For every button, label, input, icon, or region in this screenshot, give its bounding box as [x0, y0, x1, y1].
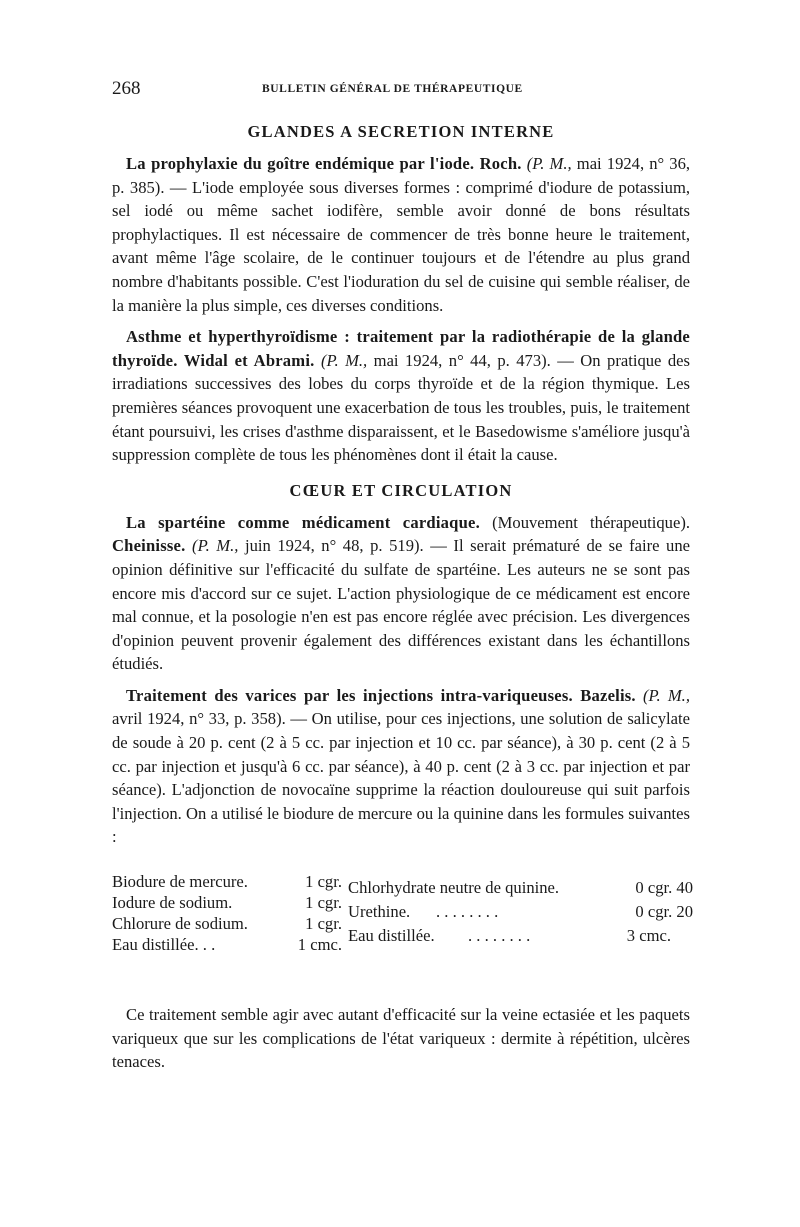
formula-leader-dots: . . . . . . . . — [468, 926, 531, 946]
abstract-lead: Asthme et hyperthyroïdisme : traitement par la radiothérapie de la glande thyroïde. Widal et Abrami. — [112, 327, 690, 370]
formula-row — [348, 901, 693, 925]
abstract-ref: (P. M., — [192, 536, 239, 556]
abstract-author: Cheinisse. — [112, 536, 186, 556]
abstract-text: avril 1924, n° 33, p. 358). — On utilise, pour ces injections, une solution de salicylate de soude à 20 p. cent (2 à 5 cc. par injection et 10 cc. par séance), à 30 p. cent (2 à 5 cc. par injection et jusqu'à 6 cc. par séance), à 40 p. cent (2 à 3 cc. par injection et par séance). L'adjonction de novocaïne supprime la réaction douloureuse qui suit parfois l'injection. On a utilisé le biodure de mercure ou la quinine dans les formules suivantes : — [112, 709, 690, 847]
formula-quantity: 1 cgr. — [305, 893, 342, 913]
formula-quantity: 1 cmc. — [297, 935, 342, 955]
formula-quantity: 1 cgr. — [305, 872, 342, 892]
formula-quantity: 3 cmc. — [626, 926, 671, 946]
abstract-lead: Traitement des varices par les injections intra-variqueuses. Bazelis. — [126, 685, 636, 705]
running-head: BULLETIN GÉNÉRAL DE THÉRAPEUTIQUE — [262, 83, 523, 95]
formula-quantity: 1 cgr. — [305, 914, 342, 934]
abstract-paragraph — [112, 325, 690, 467]
formula-ingredient: Eau distillée. . . — [112, 935, 216, 955]
formula-ingredient: Chlorure de sodium. — [112, 914, 248, 934]
abstract-paragraph — [112, 511, 690, 676]
abstract-text: mai 1924, n° 44, p. 473). — On pratique des irradiations successives des lobes du corps thyroïde et de la région thymique. Les premières séances provoquent une exacerbation de tous les troubles, puis, le traitement étant poursuivi, les crises d'asthme disparaissent, et le Basedowisme s'améliore jusqu'à suppression complète de tous les phénomènes dont il était la cause. — [112, 350, 690, 465]
formula-row — [348, 925, 693, 949]
abstract-pre: (Mouvement thérapeutique). — [492, 512, 691, 532]
formula-left — [112, 871, 352, 955]
article-body — [112, 122, 693, 1082]
formula-ingredient: Iodure de sodium. — [112, 893, 233, 913]
formula-ingredient: Chlorhydrate neutre de quinine. — [348, 878, 560, 898]
formula-right — [348, 877, 693, 949]
formula-ingredient: Biodure de mercure. — [112, 872, 248, 892]
formula-block — [112, 871, 693, 991]
abstract-lead: La prophylaxie du goître endémique par l'iode. Roch. — [126, 154, 522, 173]
formula-quantity: 0 cgr. 20 — [635, 902, 693, 922]
abstract-text: juin 1924, n° 48, p. 519). — Il serait prématuré de se faire une opinion définitive sur l'efficacité du sulfate de spartéine. Les auteurs ne se sont pas encore mis d'accord sur ce sujet. L'action physiologique de ce médicament est encore mal connue, et la posologie n'en est pas encore réglée avec précision. Les divergences d'opinion peuvent provenir également des différences existant dans les échantillons étudiés. — [112, 536, 690, 674]
abstract-paragraph — [112, 152, 690, 317]
formula-row — [112, 892, 352, 913]
formula-row — [112, 871, 352, 892]
formula-row — [348, 877, 693, 901]
formula-row — [112, 913, 352, 934]
formula-quantity: 0 cgr. 40 — [635, 878, 693, 898]
abstract-lead: La spartéine comme médicament cardiaque. — [126, 512, 480, 532]
formula-leader-dots: . . . . . . . . — [436, 902, 499, 922]
abstract-ref: (P. M., — [320, 350, 368, 370]
formula-ingredient: Urethine. — [348, 902, 411, 922]
section-title: CŒUR ET CIRCULATION — [289, 480, 513, 500]
abstract-ref: (P. M., — [642, 685, 690, 705]
abstract-ref: (P. M., — [526, 154, 572, 173]
section-title: GLANDES A SECRETION INTERNE — [247, 122, 555, 141]
abstract-text: mai 1924, n° 36, p. 385). — L'iode employée sous diverses formes : comprimé d'iodure de potassium, sel iodé ou même sachet iodifère, semble avoir donné de bons résultats prophylactiques. Il est nécessaire de commencer de très bonne heure le traitement, avant même l'âge scolaire, de le continuer toujours et de l'étendre au plus grand nombre d'habitants possible. C'est l'ioduration du sel de cuisine qui semble réaliser, de la manière la plus simple, ces diverses conditions. — [112, 154, 691, 315]
closing-paragraph: Ce traitement semble agir avec autant d'efficacité sur la veine ectasiée et les paquets variqueux que sur les complications de l'état variqueux : dermite à répétition, ulcères tenaces. — [112, 1005, 690, 1072]
page-number: 268 — [112, 78, 141, 99]
abstract-paragraph — [112, 684, 690, 849]
page-header — [112, 78, 692, 100]
formula-row — [112, 934, 352, 955]
formula-ingredient: Eau distillée. — [348, 926, 435, 946]
